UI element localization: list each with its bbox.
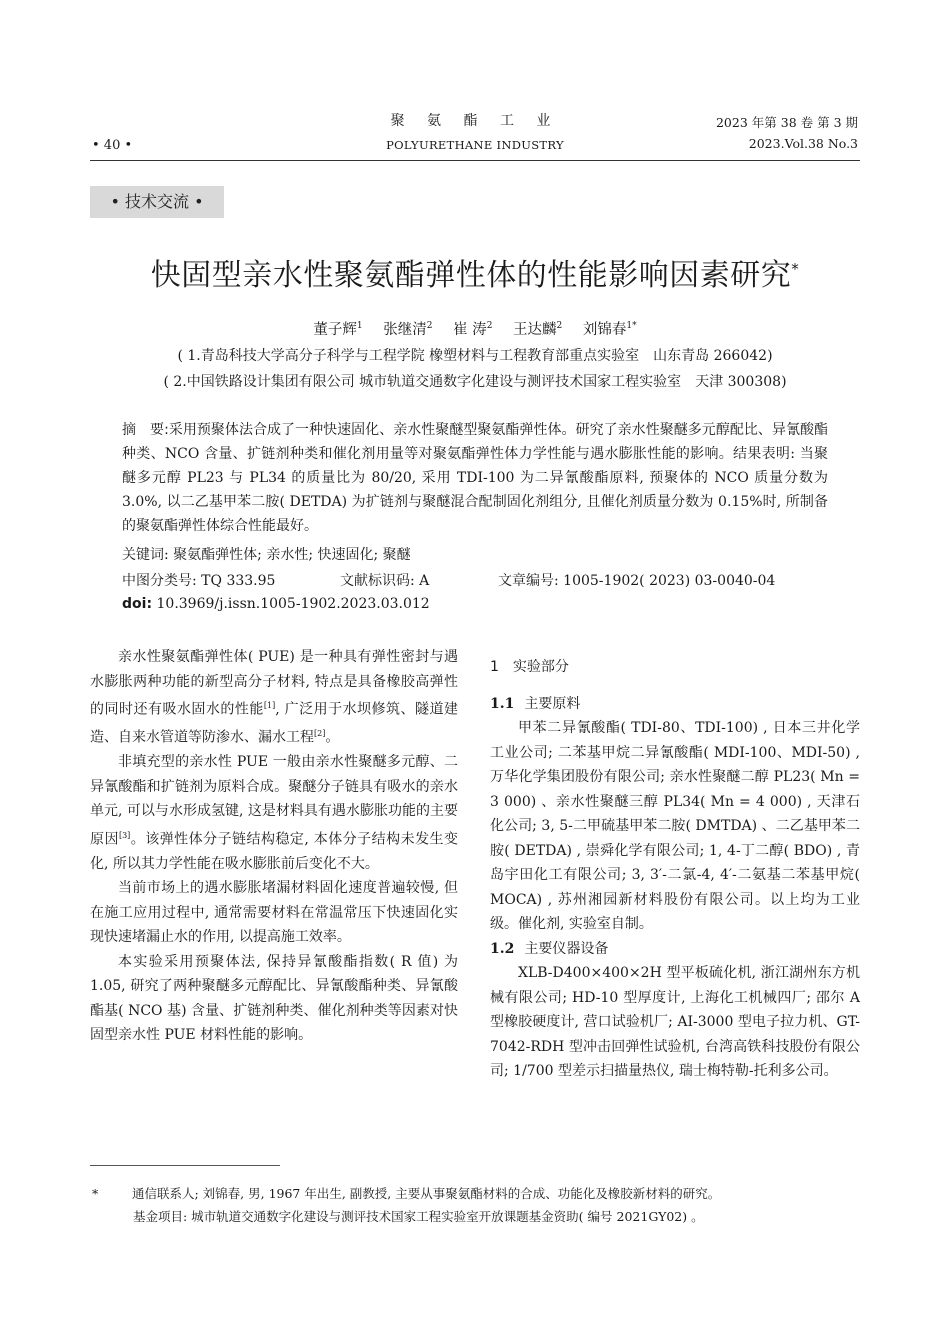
- footnote-rule: [90, 1165, 280, 1166]
- issue-info: [716, 112, 858, 154]
- affiliation-2: ( 2.中国铁路设计集团有限公司 城市轨道交通数字化建设与测评技术国家工程实验室 天津 300308): [163, 374, 787, 390]
- title-text: 快固型亲水性聚氨酯弹性体的性能影响因素研究: [150, 258, 792, 293]
- journal-header: [300, 110, 650, 152]
- footnote-contact: * 通信联系人; 刘锦春, 男, 1967 年出生, 副教授, 主要从事聚氨酯材料的合成、功能化及橡胶新材料的研究。: [92, 1183, 872, 1205]
- author: 刘锦春$^{1*}$: [582, 321, 637, 338]
- body-left-column: [90, 645, 458, 1048]
- body-right-column: [490, 655, 860, 1084]
- doi-link[interactable]: 10.3969/j.issn.1005-1902.2023.03.012: [156, 596, 430, 612]
- issue-en: 2023.Vol.38 No.3: [748, 136, 858, 151]
- header-rule: [90, 160, 860, 161]
- classification: 中图分类号: TQ 333.95 文献标识码: A 文章编号: 1005-1902( 2023) 03-0040-04: [122, 573, 776, 589]
- clc-number: TQ 333.95: [201, 573, 276, 589]
- author: 董子辉$^1$: [313, 321, 363, 338]
- paper-title: [60, 250, 890, 294]
- citation-ref[interactable]: [3]: [118, 830, 131, 840]
- citation-ref[interactable]: [2]: [314, 729, 326, 739]
- keywords-label: 关键词:: [122, 547, 169, 563]
- paragraph: XLB-D400×400×2H 型平板硫化机, 浙江湖州东方机械有限公司; HD-10 型厚度计, 上海化工机械四厂; 邵尔 A 型橡胶硬度计, 营口试验机厂; AI-3000 型电子拉力机、GT-7042-RDH 型冲击回弹性试验机, 台湾高铁科技股份有限公司; 1/700 型差示扫描量热仪, 瑞士梅特勒-托利多公司。: [490, 965, 860, 1079]
- doi-label: doi:: [122, 596, 153, 612]
- keywords-text: 聚氨酯弹性体; 亲水性; 快速固化; 聚醚: [173, 547, 411, 563]
- affiliation-1: ( 1.青岛科技大学高分子科学与工程学院 橡塑材料与工程教育部重点实验室 山东青岛 266042): [177, 348, 773, 364]
- paragraph: 亲水性聚氨酯弹性体( PUE) 是一种具有弹性密封与遇水膨胀两种功能的新型高分子材料, 特点是具备橡胶高弹性的同时还有吸水固水的性能[1], 广泛用于水坝修筑、隧道建造、自来水管道等防渗水、漏水工程[2]。: [90, 649, 458, 746]
- doi: [122, 596, 828, 612]
- section-heading: 1 实验部分: [490, 659, 569, 675]
- journal-name-en: POLYURETHANE INDUSTRY: [386, 138, 564, 152]
- footnote-star: *: [92, 1186, 99, 1201]
- author-list: [60, 318, 890, 339]
- abstract-label: 摘 要:: [122, 422, 169, 438]
- author: 王达麟$^2$: [513, 321, 563, 338]
- paragraph: 甲苯二异氰酸酯( TDI-80、TDI-100) , 日本三井化学工业公司; 二苯基甲烷二异氰酸酯( MDI-100、MDI-50) , 万华化学集团股份有限公司; 亲水性聚醚二醇 PL23( Mn = 3 000) 、亲水性聚醚三醇 PL34( Mn = 4 000) , 天津石化公司; 3, 5-二甲硫基甲苯二胺( DMTDA) 、二乙基甲苯二胺( DETDA) , 崇舜化学有限公司; 1, 4-丁二醇( BDO) , 青岛宇田化工有限公司; 3, 3′-二氯-4, 4′-二氨基二苯基甲烷( MOCA) , 苏州湘园新材料股份有限公司。以上均为工业级。催化剂, 实验室自制。: [490, 720, 860, 932]
- page-number: • 40 •: [92, 138, 133, 153]
- issue-cn: 2023 年第 38 卷 第 3 期: [715, 115, 858, 130]
- footnote-fund: 基金项目: 城市轨道交通数字化建设与测评技术国家工程实验室开放课题基金资助( 编号 2021GY02) 。: [133, 1209, 704, 1224]
- section-tag: • 技术交流 •: [90, 186, 224, 218]
- paragraph: 非填充型的亲水性 PUE 一般由亲水性聚醚多元醇、二异氰酸酯和扩链剂为原料合成。聚醚分子链具有吸水的亲水单元, 可以与水形成氢键, 这是材料具有遇水膨胀功能的主要原因[3]。该弹性体分子链结构稳定, 本体分子结构未发生变化, 所以其力学性能在吸水膨胀前后变化不大。: [90, 754, 459, 872]
- journal-name-cn: 聚 氨 酯 工 业: [390, 113, 560, 129]
- keywords: [122, 544, 828, 564]
- article-number: 1005-1902( 2023) 03-0040-04: [563, 573, 776, 589]
- paragraph: 本实验采用预聚体法, 保持异氰酸酯指数( R 值) 为 1.05, 研究了两种聚醚多元醇配比、异氰酸酯种类、异氰酸酯基( NCO 基) 含量、扩链剂种类、催化剂种类等因素对快固型亲水性 PUE 材料性能的影响。: [90, 953, 458, 1044]
- citation-ref[interactable]: [1]: [263, 701, 276, 710]
- author: 张继清$^2$: [383, 321, 433, 338]
- title-mark: *: [791, 260, 800, 278]
- subsection-heading: 1.2 主要仪器设备: [490, 940, 609, 957]
- abstract-text: 采用预聚体法合成了一种快速固化、亲水性聚醚型聚氨酯弹性体。研究了亲水性聚醚多元醇配比、异氰酸酯种类、NCO 含量、扩链剂种类和催化剂用量等对聚氨酯弹性体力学性能与遇水膨胀性能的影响。结果表明: 当聚醚多元醇 PL23 与 PL34 的质量比为 80/20, 采用 TDI-100 为二异氰酸酯原料, 预聚体的 NCO 质量分数为 3.0%, 以二乙基甲苯二胺( DETDA) 为扩链剂与聚醚混合配制固化剂组分, 且催化剂质量分数为 0.15%时, 所制备的聚氨酯弹性体综合性能最好。: [122, 422, 828, 534]
- subsection-heading: 1.1 主要原料: [490, 695, 581, 712]
- abstract: [122, 418, 828, 538]
- paragraph: 当前市场上的遇水膨胀堵漏材料固化速度普遍较慢, 但在施工应用过程中, 通常需要材料在常温常压下快速固化实现快速堵漏止水的作用, 以提高施工效率。: [90, 880, 458, 946]
- author: 崔 涛$^2$: [453, 321, 493, 338]
- doc-code: A: [419, 573, 430, 589]
